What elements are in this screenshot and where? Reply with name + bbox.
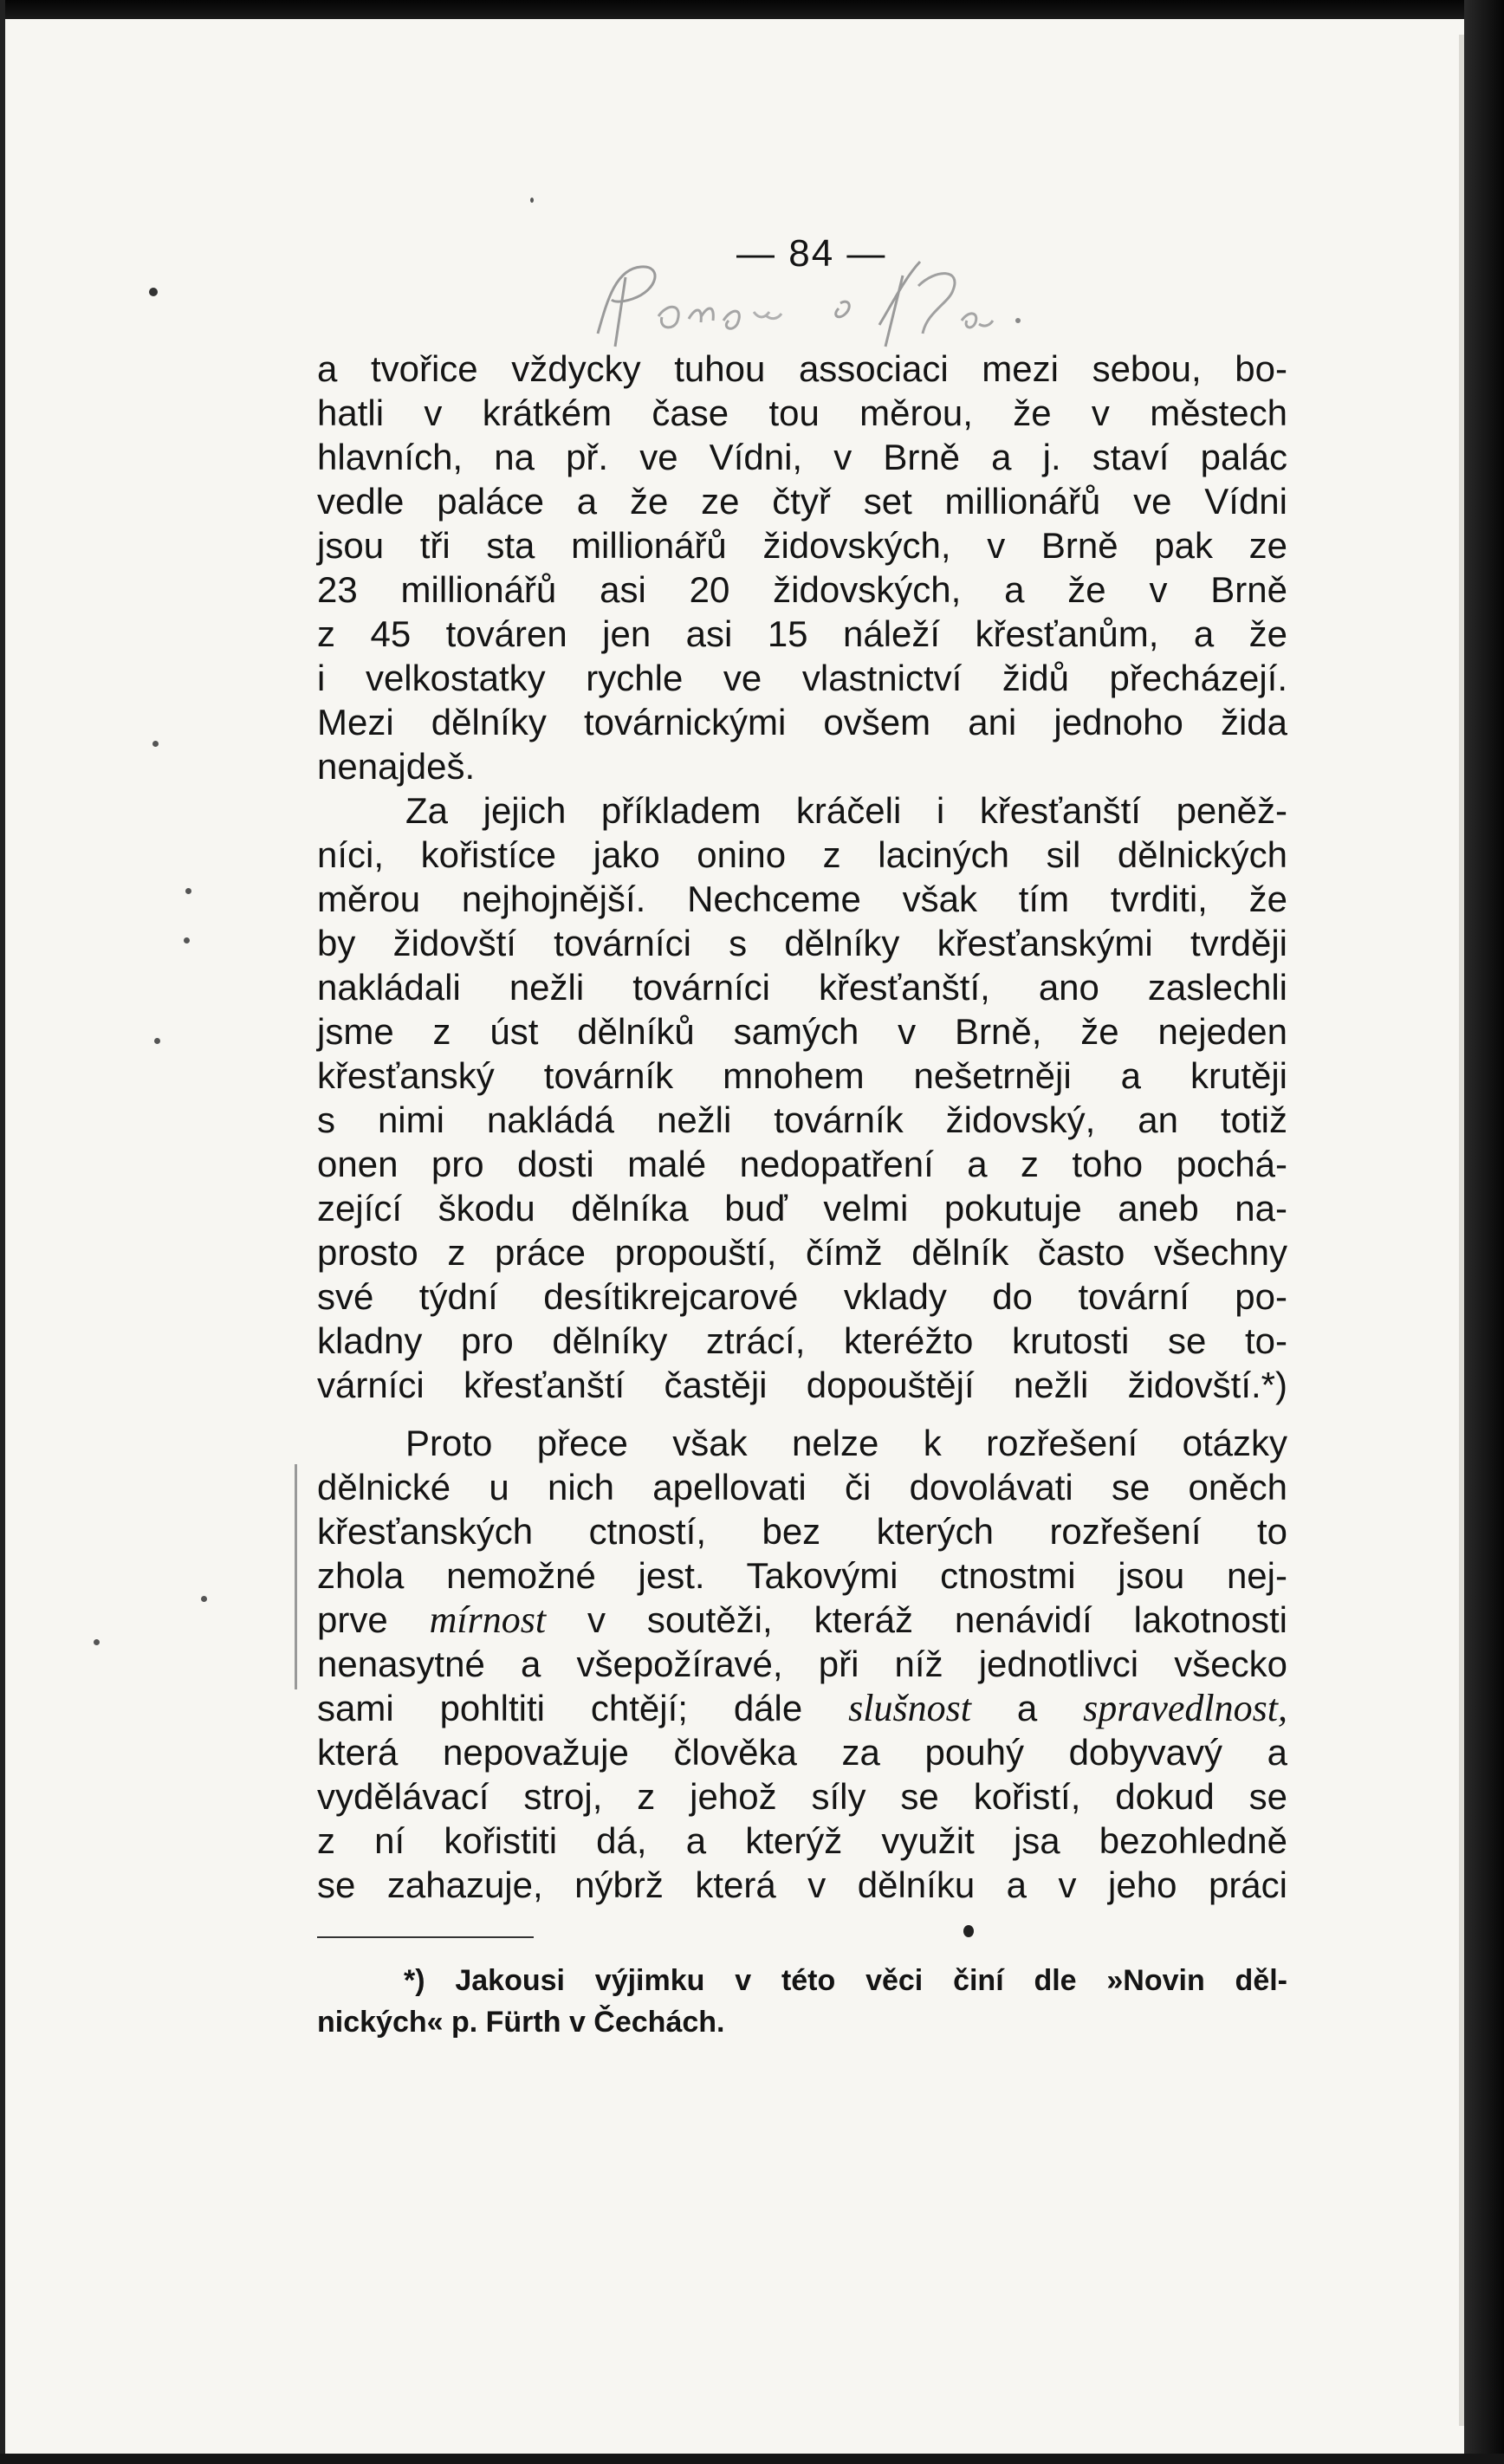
text-line: měrou nejhojnější. Nechceme však tím tvrditi, že [317,879,1287,919]
paragraph-text [317,1421,1287,1907]
text-line: várníci křesťanští častěji dopouštějí nežli židovští.*) [317,1365,1287,1405]
text-line: křesťanských ctností, bez kterých rozřešení to [317,1511,1287,1552]
scan-speck [152,741,159,747]
text-line: kladny pro dělníky ztrácí, kteréžto krutosti se to- [317,1320,1287,1361]
text-run: v soutěži, kteráž nenávidí lakotnosti [546,1599,1288,1640]
scan-border-top [0,0,1504,19]
paragraph-text [317,347,1287,788]
text-line: 23 millionářů asi 20 židovských, a že v Brně [317,569,1287,610]
paragraph-text [317,788,1287,1407]
text-line: dělnické u nich apellovati či dovolávati se oněch [317,1467,1287,1508]
text-line: vydělávací stroj, z jehož síly se kořistí, dokud se [317,1776,1287,1817]
emphasis-spravedlnost: spravedlnost, [1083,1687,1287,1729]
scan-speck [185,888,191,894]
text-line: nenajdeš. [317,746,476,787]
emphasis-mirnost: mírnost [429,1598,547,1641]
text-run: prve [317,1599,430,1640]
scan-speck [94,1639,100,1645]
text-line: nenasytné a všepožíravé, při níž jednotlivci všecko [317,1644,1287,1684]
text-line: své týdní desítikrejcarové vklady do tovární po- [317,1276,1287,1317]
text-line: jsme z úst dělníků samých v Brně, že nejeden [317,1011,1287,1052]
scan-speck [184,937,190,943]
text-line: i velkostatky rychle ve vlastnictví židů přecházejí. [317,658,1287,698]
emphasis-slusnost: slušnost [848,1687,971,1729]
text-line: křesťanský továrník mnohem nešetrněji a krutěji [317,1055,1287,1096]
text-line: hlavních, na př. ve Vídni, v Brně a j. staví palác [317,437,1287,477]
scan-border-left [0,0,5,2464]
text-line: prosto z práce propouští, čímž dělník často všechny [317,1232,1287,1273]
footnote-line: *) Jakousi výjimku v této věci činí dle »Novin děl- [404,1964,1287,1997]
text-line: z ní kořistiti dá, a kterýž využit jsa bezohledně [317,1820,1287,1861]
handwritten-annotation [580,251,1066,355]
text-line: Mezi dělníky továrnickými ovšem ani jednoho žida [317,702,1287,742]
scan-speck [963,1925,974,1937]
text-line: zhola nemožné jest. Takovými ctnostmi jsou nej- [317,1555,1287,1596]
text-line: z 45 továren jen asi 15 náleží křesťanům, a že [317,613,1287,654]
paragraph-1 [317,347,1287,788]
scan-speck [154,1038,160,1044]
text-run: a [970,1688,1084,1728]
text-line [317,1598,1287,1642]
text-line: a tvořice vždycky tuhou associaci mezi sebou, bo- [317,348,1287,389]
text-line: nakládali nežli továrníci křesťanští, ano zaslechli [317,967,1287,1008]
text-line: by židovští továrníci s dělníky křesťanskými tvrději [317,923,1287,963]
footnote-line: nických« p. Fürth v Čechách. [317,2006,725,2039]
text-line: hatli v krátkém čase tou měrou, že v městech [317,392,1287,433]
text-line: s nimi nakládá nežli továrník židovský, an totiž [317,1099,1287,1140]
text-line: Proto přece však nelze k rozřešení otázky [405,1423,1287,1463]
paragraph-3 [317,1421,1287,1907]
margin-line [295,1464,297,1689]
text-line: onen pro dosti malé nedopatření a z toho pochá- [317,1144,1287,1184]
scan-speck [149,288,158,296]
paragraph-2 [317,788,1287,1407]
text-run: sami pohltiti chtějí; dále [317,1688,849,1728]
scan-speck [201,1596,207,1602]
scan-speck [530,198,534,203]
text-line: jsou tři sta millionářů židovských, v Brně pak ze [317,525,1287,566]
scan-border-right [1464,0,1504,2464]
text-line: Za jejich příkladem kráčeli i křesťanští peněž- [405,790,1287,831]
text-line: níci, kořistíce jako onino z laciných sil dělnických [317,834,1287,875]
page-number: — 84 — [736,232,887,275]
text-line: se zahazuje, nýbrž která v dělníku a v jeho práci [317,1864,1287,1905]
text-line: zející škodu dělníka buď velmi pokutuje aneb na- [317,1188,1287,1229]
text-line: vedle paláce a že ze čtyř set millionářů ve Vídni [317,481,1287,522]
footnote-divider [317,1936,534,1938]
text-line [317,1686,1287,1730]
scan-border-bottom [0,2454,1504,2464]
text-line: která nepovažuje člověka za pouhý dobyvavý a [317,1732,1287,1773]
footnote [317,1960,1287,2043]
